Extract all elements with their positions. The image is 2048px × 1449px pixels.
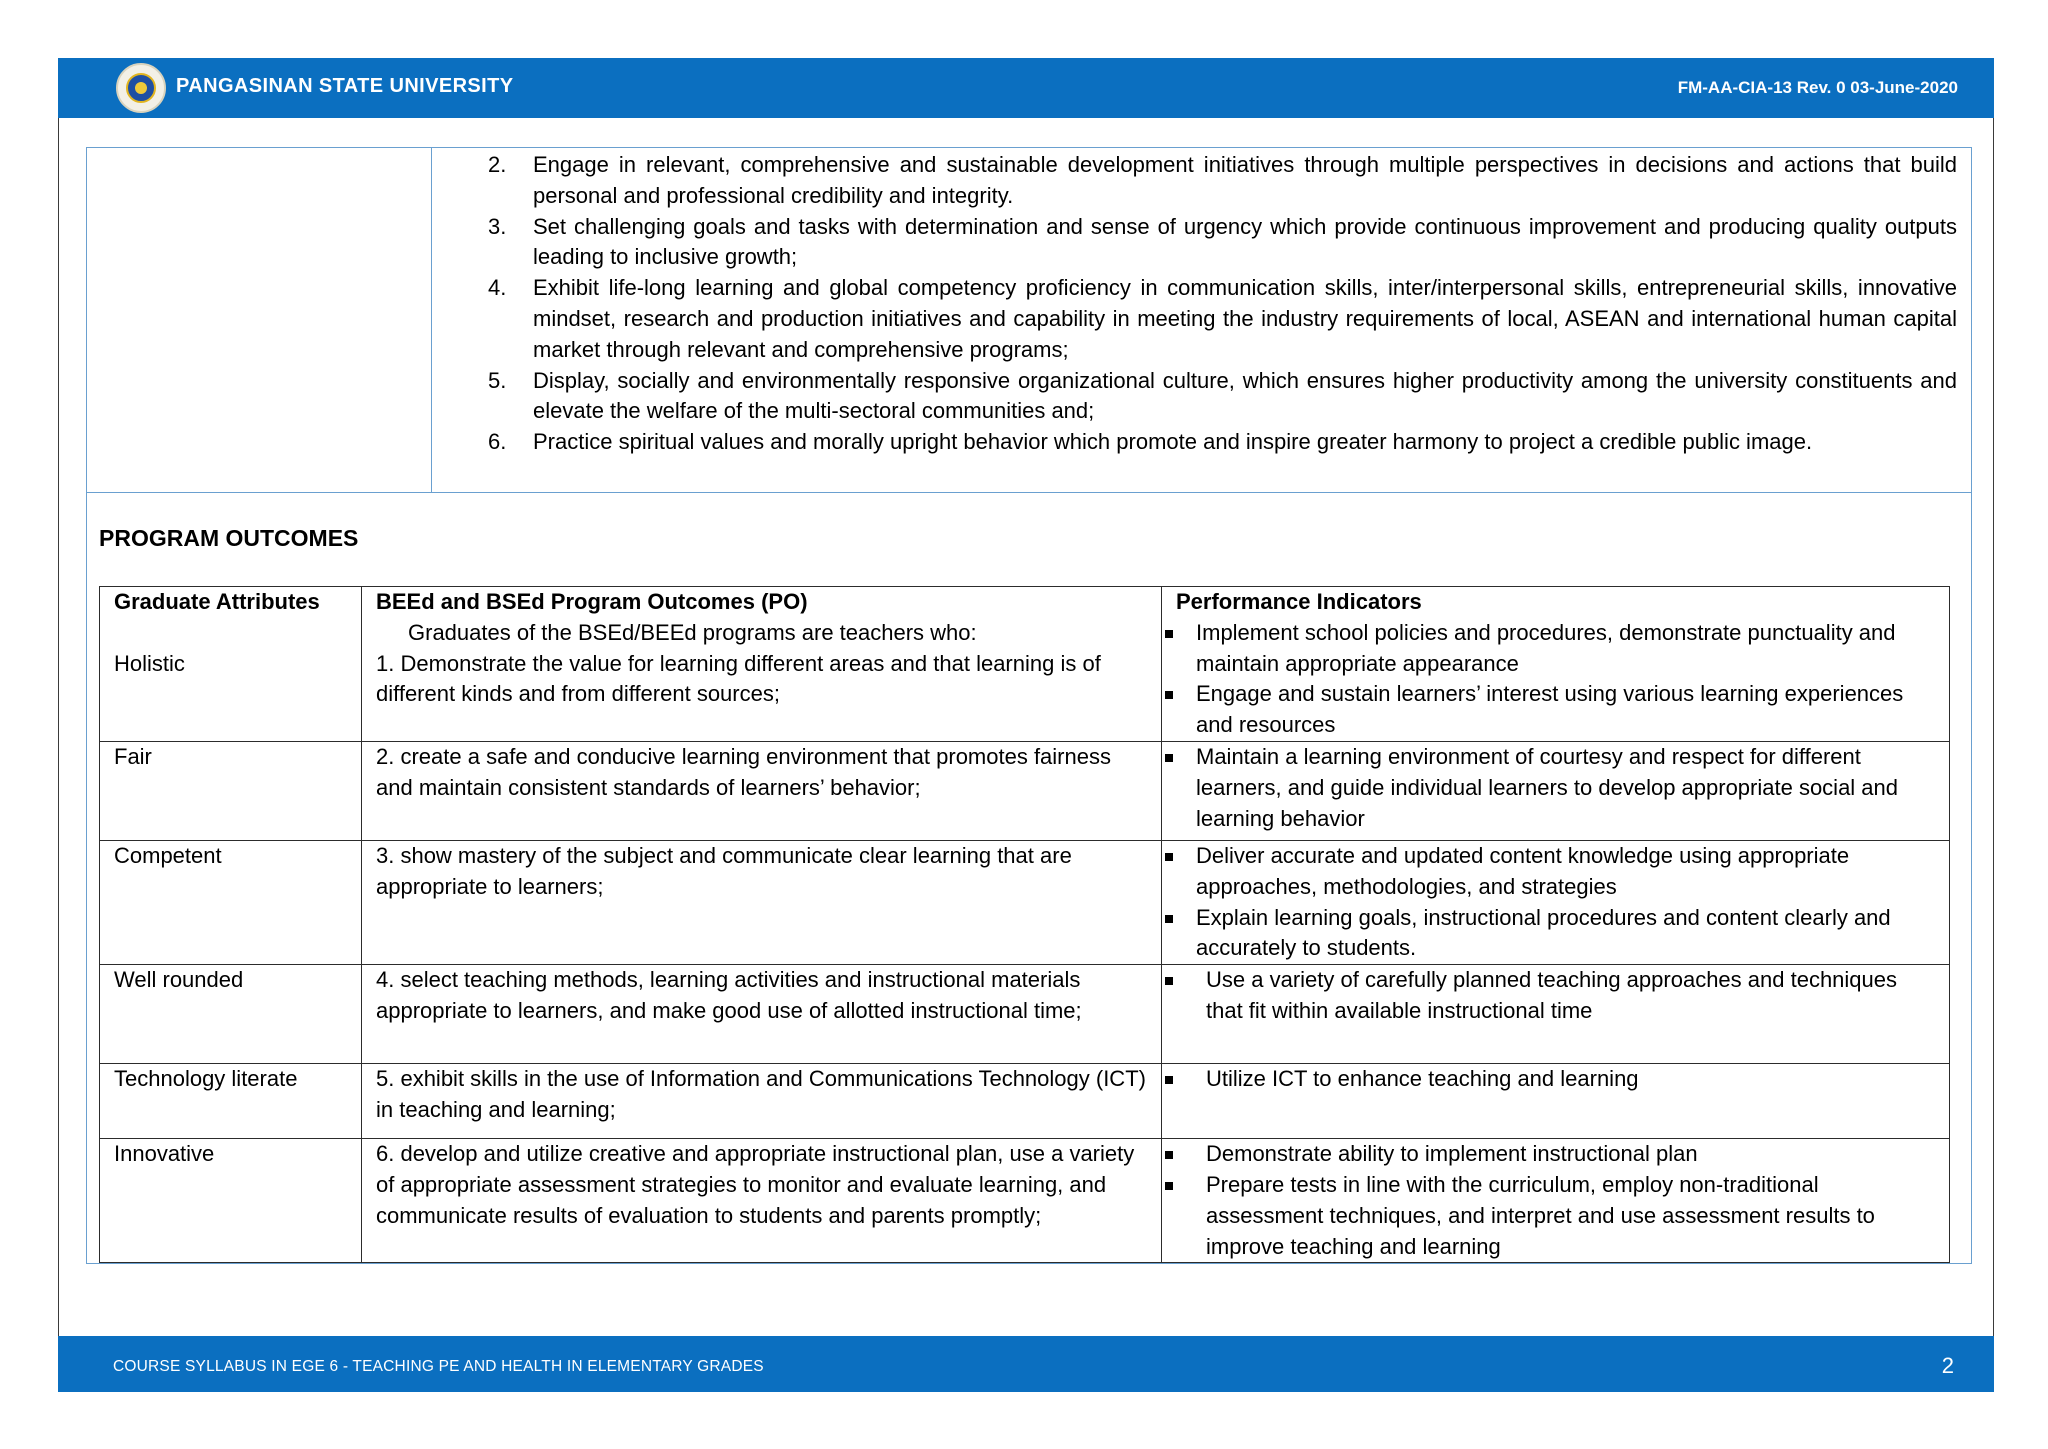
outcome-cell: 3. show mastery of the subject and communicate clear learning that are appropriate to learners; — [362, 841, 1162, 965]
objective-number: 4. — [488, 275, 507, 301]
program-outcomes-table — [99, 586, 1950, 1263]
objectives-list — [484, 150, 1957, 458]
indicator-cell — [1162, 1139, 1950, 1263]
table-row — [100, 1064, 1950, 1139]
section-divider — [87, 492, 1971, 493]
square-bullet-icon — [1165, 754, 1173, 762]
square-bullet-icon — [1165, 1182, 1173, 1190]
indicator-item — [1162, 841, 1949, 903]
objective-item — [484, 273, 1957, 365]
column-header-indicators: Performance Indicators — [1176, 589, 1422, 614]
page-number: 2 — [1941, 1353, 1954, 1378]
program-outcomes-heading: PROGRAM OUTCOMES — [99, 525, 359, 551]
objective-number: 6. — [488, 429, 507, 455]
column-divider — [431, 148, 432, 492]
university-seal-icon — [116, 63, 166, 113]
indicator-text: Deliver accurate and updated content knowledge using appropriate approaches, methodologies, and strategies — [1196, 843, 1850, 899]
indicator-cell — [1162, 587, 1950, 742]
table-row — [100, 587, 1950, 742]
indicator-item — [1162, 903, 1949, 965]
column-header-outcomes: BEEd and BSEd Program Outcomes (PO) — [376, 589, 808, 614]
objective-item — [484, 212, 1957, 274]
university-name: PANGASINAN STATE UNIVERSITY — [176, 75, 514, 97]
attribute-cell: Fair — [100, 742, 362, 841]
indicator-list — [1162, 742, 1949, 834]
indicator-text: Engage and sustain learners’ interest using various learning experiences and resources — [1196, 681, 1904, 738]
attribute-cell: Competent — [100, 841, 362, 965]
attribute-cell: Technology literate — [100, 1064, 362, 1139]
indicator-item — [1162, 1139, 1949, 1170]
indicator-item — [1162, 1170, 1949, 1262]
objective-text: Engage in relevant, comprehensive and sustainable development initiatives through multiple perspectives in decisions and actions that build personal and professional credibility and integrity. — [533, 152, 1957, 208]
square-bullet-icon — [1165, 691, 1173, 699]
attribute-cell: Innovative — [100, 1139, 362, 1263]
indicator-list — [1162, 1064, 1949, 1095]
indicator-item — [1162, 965, 1949, 1027]
objective-item — [484, 366, 1957, 428]
header-band — [58, 58, 1994, 118]
indicator-list — [1162, 618, 1949, 741]
outcome-text: 1. Demonstrate the value for learning different areas and that learning is of different kinds and from different sources; — [376, 650, 1101, 707]
attribute-cell: Well rounded — [100, 965, 362, 1064]
outcome-cell: 2. create a safe and conducive learning environment that promotes fairness and maintain consistent standards of learners’ behavior; — [362, 742, 1162, 841]
objective-text: Display, socially and environmentally responsive organizational culture, which ensures higher productivity among the university constituents and elevate the welfare of the multi-sectoral communities and; — [533, 367, 1957, 424]
square-bullet-icon — [1165, 915, 1173, 923]
objective-number: 3. — [488, 213, 507, 239]
indicator-text: Use a variety of carefully planned teaching approaches and techniques that fit within available instructional time — [1206, 967, 1898, 1023]
indicator-item — [1162, 618, 1949, 680]
indicator-list — [1162, 965, 1949, 1027]
square-bullet-icon — [1165, 1151, 1173, 1159]
form-code: FM-AA-CIA-13 Rev. 0 03-June-2020 — [1677, 78, 1958, 97]
table-row — [100, 965, 1950, 1064]
objective-text: Practice spiritual values and morally upright behavior which promote and inspire greater harmony to project a credible public image. — [533, 429, 1813, 455]
outcome-cell — [362, 587, 1162, 742]
outcome-cell: 6. develop and utilize creative and appropriate instructional plan, use a variety of appropriate assessment strategies to monitor and evaluate learning, and communicate results of evaluation to students and parents promptly; — [362, 1139, 1162, 1263]
indicator-text: Demonstrate ability to implement instructional plan — [1206, 1141, 1698, 1167]
objective-number: 5. — [488, 367, 507, 393]
outcomes-intro: Graduates of the BSEd/BEEd programs are teachers who: — [408, 619, 977, 645]
objective-text: Exhibit life-long learning and global competency proficiency in communication skills, inter/interpersonal skills, entrepreneurial skills, innovative mindset, research and production initiatives and capability in meeting the industry requirements of local, ASEAN and international human capital market through relevant and comprehensive programs; — [533, 275, 1957, 362]
outcome-cell: 4. select teaching methods, learning activities and instructional materials appropriate to learners, and make good use of allotted instructional time; — [362, 965, 1162, 1064]
indicator-text: Prepare tests in line with the curriculum, employ non-traditional assessment techniques, and interpret and use assessment results to improve teaching and learning — [1206, 1171, 1875, 1259]
objective-item — [484, 427, 1957, 458]
objective-number: 2. — [488, 152, 507, 177]
indicator-cell — [1162, 742, 1950, 841]
square-bullet-icon — [1165, 1076, 1173, 1084]
indicator-text: Utilize ICT to enhance teaching and learning — [1206, 1066, 1639, 1092]
indicator-text: Explain learning goals, instructional procedures and content clearly and accurately to students. — [1196, 904, 1891, 961]
indicator-cell — [1162, 841, 1950, 965]
indicator-list — [1162, 841, 1949, 964]
course-title: COURSE SYLLABUS IN EGE 6 - TEACHING PE AND HEALTH IN ELEMENTARY GRADES — [113, 1358, 764, 1375]
table-row — [100, 742, 1950, 841]
table-row — [100, 841, 1950, 965]
seal-core — [135, 82, 147, 94]
objective-text: Set challenging goals and tasks with determination and sense of urgency which provide continuous improvement and producing quality outputs leading to inclusive growth; — [533, 213, 1957, 270]
square-bullet-icon — [1165, 630, 1173, 638]
indicator-text: Implement school policies and procedures, demonstrate punctuality and maintain appropriate appearance — [1196, 619, 1896, 676]
footer-band — [58, 1336, 1994, 1392]
attribute-label: Holistic — [114, 650, 185, 676]
indicator-item — [1162, 679, 1949, 741]
indicator-item — [1162, 742, 1949, 834]
indicator-item — [1162, 1064, 1949, 1095]
objective-item — [484, 150, 1957, 212]
indicator-cell — [1162, 965, 1950, 1064]
indicator-text: Maintain a learning environment of courtesy and respect for different learners, and guide individual learners to develop appropriate social and learning behavior — [1196, 744, 1899, 831]
indicator-cell — [1162, 1064, 1950, 1139]
square-bullet-icon — [1165, 853, 1173, 861]
seal-inner — [126, 73, 156, 103]
attribute-cell — [100, 587, 362, 742]
outcome-cell: 5. exhibit skills in the use of Information and Communications Technology (ICT) in teaching and learning; — [362, 1064, 1162, 1139]
column-header-attributes: Graduate Attributes — [114, 589, 320, 614]
indicator-list — [1162, 1139, 1949, 1262]
square-bullet-icon — [1165, 977, 1173, 985]
table-row — [100, 1139, 1950, 1263]
